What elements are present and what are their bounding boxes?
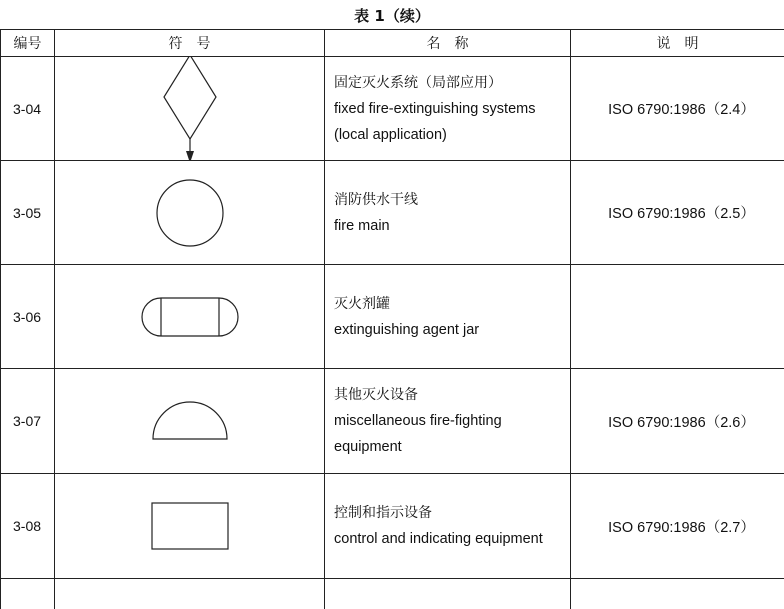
description-cell: ISO 6790:1986（2.7）: [571, 474, 784, 579]
name-zh: 消防供水干线: [334, 191, 418, 208]
description-cell: [571, 265, 784, 369]
name-en: fixed fire-extinguishing systems: [334, 100, 536, 117]
row-number: 3-08: [0, 474, 55, 579]
symbol-cell: [55, 265, 325, 369]
symbol-cell: [55, 57, 325, 161]
header-symbol: 符 号: [55, 30, 325, 57]
symbol-cell: [55, 474, 325, 579]
name-cell: [325, 265, 571, 369]
name-en-cont: equipment: [334, 439, 402, 455]
semicircle-icon: [150, 399, 230, 443]
name-cell: [325, 57, 571, 161]
symbol-table: [0, 29, 784, 608]
header-name: 名 称: [325, 30, 571, 57]
rounded-capsule-icon: [140, 295, 240, 339]
name-en: miscellaneous fire-fighting: [334, 413, 502, 429]
row-number: 3-04: [0, 57, 55, 161]
circle-icon: [154, 177, 226, 249]
name-cell: [325, 474, 571, 579]
rectangle-icon: [150, 501, 230, 551]
name-cell: [325, 161, 571, 265]
name-zh: 灭火剂罐: [334, 295, 390, 312]
symbol-cell: [55, 369, 325, 474]
diamond-with-down-arrow-icon: [160, 57, 220, 161]
header-number: 编号: [0, 30, 55, 57]
name-en-cont: (local application): [334, 126, 447, 143]
row-partial: [325, 579, 571, 609]
name-zh: 控制和指示设备: [334, 505, 432, 521]
row-number: 3-06: [0, 265, 55, 369]
name-en: fire main: [334, 217, 390, 234]
symbol-cell: [55, 161, 325, 265]
row-partial: [0, 579, 55, 609]
header-description: 说 明: [571, 30, 784, 57]
row-partial: [571, 579, 784, 609]
name-zh: 固定灭火系统（局部应用）: [334, 74, 502, 91]
table-caption: 表 1（续）: [354, 7, 430, 25]
row-number: 3-05: [0, 161, 55, 265]
description-cell: ISO 6790:1986（2.6）: [571, 369, 784, 474]
row-partial: [55, 579, 325, 609]
description-cell: ISO 6790:1986（2.4）: [571, 57, 784, 161]
name-en: control and indicating equipment: [334, 531, 543, 547]
name-cell: [325, 369, 571, 474]
row-number: 3-07: [0, 369, 55, 474]
name-zh: 其他灭火设备: [334, 387, 418, 403]
description-cell: ISO 6790:1986（2.5）: [571, 161, 784, 265]
name-en: extinguishing agent jar: [334, 321, 480, 338]
